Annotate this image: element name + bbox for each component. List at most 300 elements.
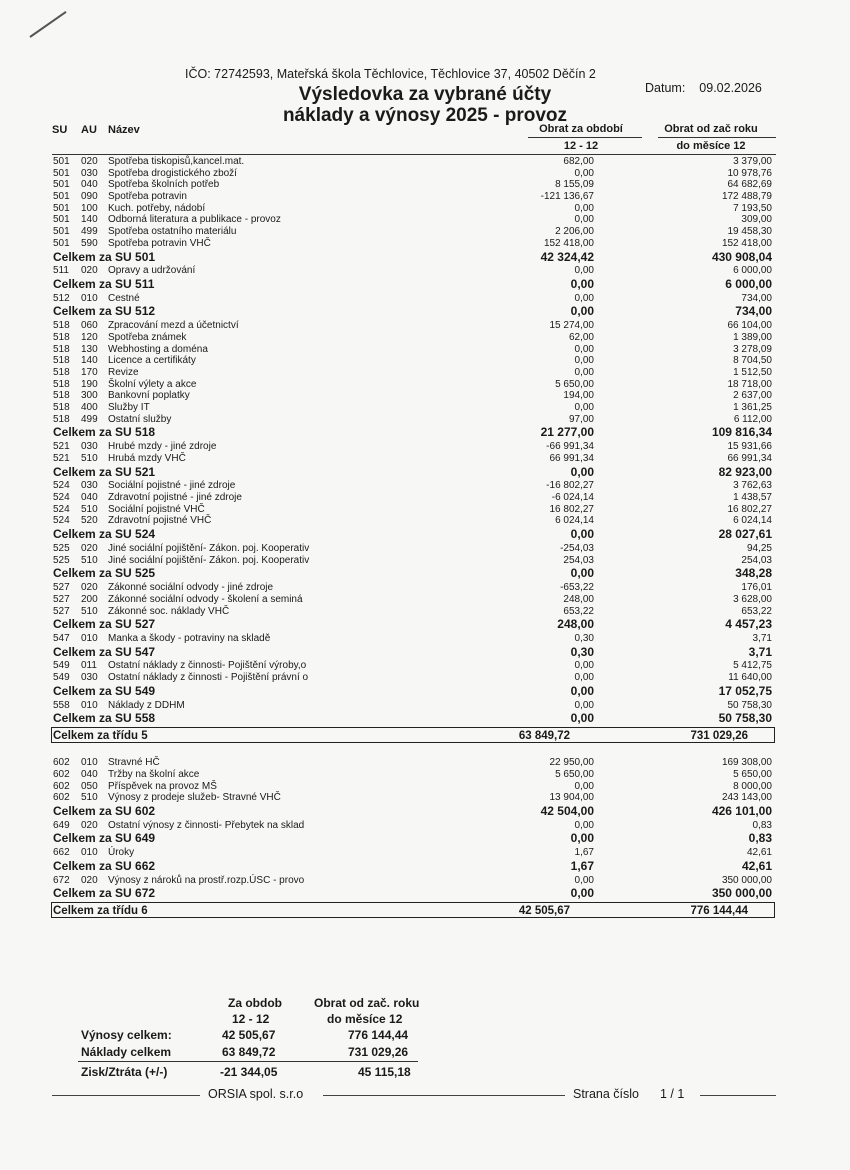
cost-total-label: Náklady celkem: [81, 1045, 172, 1059]
table-row: [0, 820, 850, 832]
ytd-value-cell: 50 758,30: [727, 699, 772, 711]
account-au-cell: 510: [81, 452, 98, 464]
account-au-cell: 200: [81, 593, 98, 605]
period-value-cell: 5 650,00: [555, 378, 594, 390]
account-su-cell: 521: [53, 452, 70, 464]
account-name-cell: Jiné sociální pojištění- Zákon. poj. Kooperativ: [108, 542, 310, 554]
account-su-cell: 511: [53, 265, 69, 277]
footer-rule: [323, 1095, 565, 1096]
period-value-cell: 6 024,14: [555, 515, 594, 527]
period-value-cell: 254,03: [563, 554, 594, 566]
account-name-cell: Spotřeba školních potřeb: [108, 179, 220, 191]
ytd-value-cell: 3 628,00: [733, 593, 772, 605]
total-label-cell: Celkem za třídu 5: [53, 730, 148, 743]
account-su-cell: 527: [53, 605, 70, 617]
total-label-cell: Celkem za SU 511: [53, 276, 155, 291]
account-name-cell: Spotřeba drogistického zboží: [108, 167, 237, 179]
period-value-cell: 194,00: [563, 390, 594, 402]
ytd-value-cell: 1 438,57: [733, 492, 772, 504]
account-name-cell: Náklady z DDHM: [108, 699, 185, 711]
table-row: [0, 453, 850, 465]
table-row: [0, 203, 850, 215]
ytd-value-cell: 64 682,69: [727, 179, 772, 191]
ytd-value-cell: 6 112,00: [733, 413, 772, 425]
account-au-cell: 020: [81, 265, 98, 277]
period-value-cell: -653,22: [560, 582, 594, 594]
account-su-cell: 547: [53, 633, 70, 644]
account-name-cell: Zákonné sociální odvody - jiné zdroje: [108, 582, 274, 594]
account-name-cell: Ostatní výnosy z činnosti- Přebytek na sklad: [108, 819, 305, 831]
period-value-cell: 0,00: [574, 292, 594, 304]
period-value-cell: 152 418,00: [543, 237, 594, 249]
period-value-cell: 42 505,67: [518, 905, 570, 918]
period-value-cell: 66 991,34: [549, 452, 594, 464]
ytd-value-cell: 7 193,50: [733, 202, 772, 214]
subtotal-row: [0, 886, 850, 902]
period-value-cell: 248,00: [563, 593, 594, 605]
table-row: [0, 660, 850, 672]
account-au-cell: 130: [81, 343, 98, 355]
table-top-rule: [52, 154, 776, 155]
account-su-cell: 524: [53, 515, 70, 527]
period-value-cell: 0,00: [570, 527, 594, 542]
account-su-cell: 525: [53, 542, 70, 554]
ytd-value-cell: 0,83: [748, 831, 772, 846]
ytd-value-cell: 17 052,75: [718, 683, 772, 698]
account-su-cell: 518: [53, 402, 70, 414]
column-header-name: Název: [108, 124, 140, 136]
subtotal-row: [0, 425, 850, 441]
table-row: [0, 344, 850, 356]
account-su-cell: 512: [53, 292, 70, 304]
total-label-cell: Celkem za SU 524: [53, 527, 156, 542]
account-name-cell: Školní výlety a akce: [108, 378, 197, 390]
account-su-cell: 518: [53, 343, 70, 355]
subtotal-row: [0, 684, 850, 700]
summary-rule: [78, 1061, 418, 1062]
account-su-cell: 549: [53, 672, 70, 684]
ytd-value-cell: 653,22: [741, 605, 772, 617]
account-au-cell: 060: [81, 320, 98, 332]
period-value-cell: -66 991,34: [546, 441, 594, 453]
date-label: Datum:: [645, 81, 686, 95]
ytd-value-cell: 169 308,00: [721, 757, 772, 769]
account-su-cell: 602: [53, 780, 70, 792]
pen-mark: [29, 11, 66, 38]
table-row: [0, 515, 850, 527]
ytd-value-cell: 2 637,00: [733, 390, 772, 402]
period-value-cell: 2 206,00: [555, 226, 594, 238]
account-au-cell: 040: [81, 492, 98, 504]
total-label-cell: Celkem za SU 521: [53, 464, 156, 479]
ytd-value-cell: 350 000,00: [721, 874, 772, 886]
period-value-cell: 0,00: [574, 214, 594, 226]
table-row: [0, 769, 850, 781]
table-row: [0, 543, 850, 555]
period-value-cell: 63 849,72: [518, 730, 570, 743]
table-row: [0, 226, 850, 238]
total-label-cell: Celkem za SU 512: [53, 304, 156, 319]
account-au-cell: 120: [81, 331, 98, 343]
subtotal-row: [0, 617, 850, 633]
ytd-value-cell: 3 278,09: [733, 343, 772, 355]
ytd-value-cell: 350 000,00: [711, 886, 772, 901]
ytd-value-cell: 734,00: [741, 292, 772, 304]
class-total-row: [51, 902, 775, 918]
ytd-value-cell: 176,01: [741, 582, 772, 594]
account-su-cell: 501: [53, 191, 70, 203]
ytd-value-cell: 152 418,00: [721, 237, 772, 249]
account-au-cell: 010: [81, 699, 98, 711]
account-su-cell: 527: [53, 582, 70, 594]
period-value-cell: 42 504,00: [540, 803, 594, 818]
account-su-cell: 521: [53, 441, 70, 453]
account-au-cell: 030: [81, 167, 98, 179]
summary-header-period: Za obdob: [228, 996, 282, 1010]
account-name-cell: Zpracování mezd a účetnictví: [108, 320, 239, 332]
account-su-cell: 602: [53, 757, 70, 769]
table-row: [0, 594, 850, 606]
account-au-cell: 140: [81, 355, 98, 367]
period-value-cell: 0,00: [574, 660, 594, 672]
table-row: [0, 875, 850, 887]
total-label-cell: Celkem za SU 549: [53, 683, 156, 698]
ytd-value-cell: 19 458,30: [727, 226, 772, 238]
period-value-cell: 0,00: [574, 819, 594, 831]
account-name-cell: Stravné HČ: [108, 757, 160, 769]
period-value-cell: 0,00: [574, 402, 594, 414]
account-su-cell: 524: [53, 492, 70, 504]
ytd-value-cell: 5 650,00: [733, 768, 772, 780]
period-value-cell: -121 136,67: [540, 191, 594, 203]
account-su-cell: 525: [53, 554, 70, 566]
account-au-cell: 590: [81, 237, 98, 249]
account-name-cell: Kuch. potřeby, nádobí: [108, 202, 206, 214]
profit-loss-label: Zisk/Ztráta (+/-): [81, 1065, 168, 1079]
period-value-cell: 0,00: [570, 711, 594, 726]
period-value-cell: 0,30: [570, 644, 594, 659]
ytd-value-cell: 15 931,66: [727, 441, 772, 453]
total-label-cell: Celkem za SU 547: [53, 644, 156, 659]
period-value-cell: 1,67: [570, 858, 594, 873]
subtotal-row: [0, 465, 850, 481]
ytd-value-cell: 776 144,44: [690, 905, 748, 918]
ytd-value-cell: 254,03: [741, 554, 772, 566]
date-value: 09.02.2026: [699, 81, 762, 95]
ytd-value-cell: 6 000,00: [733, 265, 772, 277]
period-value-cell: 5 650,00: [555, 768, 594, 780]
ytd-value-cell: 66 104,00: [727, 320, 772, 332]
account-au-cell: 510: [81, 503, 98, 515]
subtotal-row: [0, 277, 850, 293]
period-value-cell: 0,00: [570, 566, 594, 581]
table-row: [0, 414, 850, 426]
period-value-cell: 0,00: [570, 464, 594, 479]
table-row: [0, 441, 850, 453]
ytd-value-cell: 426 101,00: [711, 803, 772, 818]
table-row: [0, 555, 850, 567]
footer-page-number: 1 / 1: [660, 1087, 685, 1101]
period-value-cell: 0,00: [574, 780, 594, 792]
ytd-value-cell: 430 908,04: [711, 249, 772, 264]
table-row: [0, 179, 850, 191]
header-divider: [658, 137, 776, 138]
ytd-value-cell: 50 758,30: [718, 711, 772, 726]
ytd-value-cell: 3 379,00: [733, 156, 772, 167]
ytd-value-cell: 82 923,00: [718, 464, 772, 479]
account-au-cell: 510: [81, 605, 98, 617]
ytd-value-cell: 4 457,23: [725, 617, 772, 632]
account-au-cell: 300: [81, 390, 98, 402]
account-au-cell: 011: [81, 660, 97, 672]
account-name-cell: Zákonné soc. náklady VHČ: [108, 605, 230, 617]
subtotal-row: [0, 250, 850, 266]
account-name-cell: Sociální pojistné VHČ: [108, 503, 205, 515]
period-value-cell: 0,00: [574, 672, 594, 684]
period-value-cell: 15 274,00: [549, 320, 594, 332]
subtotal-row: [0, 859, 850, 875]
account-su-cell: 501: [53, 202, 70, 214]
table-row: [0, 390, 850, 402]
account-au-cell: 020: [81, 156, 98, 167]
ytd-value-cell: 5 412,75: [733, 660, 772, 672]
account-au-cell: 020: [81, 819, 98, 831]
ytd-value-cell: 8 704,50: [733, 355, 772, 367]
account-su-cell: 662: [53, 847, 70, 859]
account-name-cell: Spotřeba potravin VHČ: [108, 237, 211, 249]
account-su-cell: 501: [53, 167, 70, 179]
period-value-cell: 0,00: [570, 886, 594, 901]
account-au-cell: 030: [81, 672, 98, 684]
ytd-value-cell: 18 718,00: [727, 378, 772, 390]
report-title: Výsledovka za vybrané účty: [298, 84, 552, 105]
period-value-cell: 97,00: [568, 413, 594, 425]
period-value-cell: 0,00: [574, 202, 594, 214]
table-row: [0, 367, 850, 379]
account-su-cell: 527: [53, 593, 70, 605]
account-name-cell: Jiné sociální pojištění- Zákon. poj. Kooperativ: [108, 554, 310, 566]
account-au-cell: 010: [81, 757, 98, 769]
account-su-cell: 501: [53, 226, 70, 238]
subtotal-row: [0, 804, 850, 820]
column-header-su: SU: [52, 124, 68, 136]
account-au-cell: 170: [81, 367, 98, 379]
table-row: [0, 402, 850, 414]
account-su-cell: 518: [53, 390, 70, 402]
column-header-ytd: Obrat od zač roku: [664, 123, 758, 135]
period-value-cell: -254,03: [560, 542, 594, 554]
table-row: [0, 156, 850, 168]
ytd-value-cell: 42,61: [741, 858, 772, 873]
ytd-value-cell: 0,83: [752, 819, 772, 831]
ytd-value-cell: 243 143,00: [721, 792, 772, 804]
table-row: [0, 672, 850, 684]
revenue-total-ytd: 776 144,44: [348, 1028, 409, 1042]
cost-total-ytd: 731 029,26: [348, 1045, 409, 1059]
header-divider: [528, 137, 642, 138]
total-label-cell: Celkem za SU 527: [53, 617, 156, 632]
revenue-total-period: 42 505,67: [222, 1028, 276, 1042]
ytd-value-cell: 94,25: [746, 542, 772, 554]
account-name-cell: Zákonné sociální odvody - školení a seminá: [108, 593, 303, 605]
period-value-cell: 0,00: [574, 355, 594, 367]
column-header-ytd-range: do měsíce 12: [676, 140, 746, 152]
footer-rule: [52, 1095, 200, 1096]
ytd-value-cell: 11 640,00: [728, 672, 772, 684]
period-value-cell: 0,00: [574, 699, 594, 711]
ytd-value-cell: 1 389,00: [733, 331, 772, 343]
account-su-cell: 518: [53, 320, 70, 332]
account-au-cell: 020: [81, 542, 98, 554]
period-value-cell: 0,00: [574, 167, 594, 179]
period-value-cell: 8 155,09: [555, 179, 594, 191]
account-su-cell: 518: [53, 413, 70, 425]
period-value-cell: 0,00: [570, 831, 594, 846]
ytd-value-cell: 172 488,79: [721, 191, 772, 203]
footer-rule: [700, 1095, 776, 1096]
account-su-cell: 518: [53, 367, 70, 379]
ytd-value-cell: 42,61: [746, 847, 772, 859]
account-name-cell: Úroky: [108, 847, 135, 859]
account-au-cell: 010: [81, 847, 98, 859]
account-name-cell: Bankovní poplatky: [108, 390, 190, 402]
account-name-cell: Hrubé mzdy - jiné zdroje: [108, 441, 217, 453]
account-au-cell: 400: [81, 402, 98, 414]
account-name-cell: Příspěvek na provoz MŠ: [108, 780, 217, 792]
footer-company: ORSIA spol. s.r.o: [208, 1087, 304, 1101]
period-value-cell: 248,00: [557, 617, 594, 632]
summary-header-ytd: Obrat od zač. roku: [314, 996, 420, 1010]
ytd-value-cell: 348,28: [735, 566, 772, 581]
column-header-au: AU: [81, 124, 97, 136]
period-value-cell: 21 277,00: [540, 425, 594, 440]
account-au-cell: 100: [81, 202, 98, 214]
account-name-cell: Cestné: [108, 292, 140, 304]
account-name-cell: Ostatní služby: [108, 413, 172, 425]
ytd-value-cell: 3,71: [752, 633, 772, 644]
period-value-cell: 0,00: [570, 276, 594, 291]
subtotal-row: [0, 304, 850, 320]
ytd-value-cell: 1 512,50: [733, 367, 772, 379]
ytd-value-cell: 10 978,76: [727, 167, 772, 179]
account-su-cell: 518: [53, 378, 70, 390]
account-au-cell: 190: [81, 378, 98, 390]
ytd-value-cell: 6 024,14: [733, 515, 772, 527]
period-value-cell: -6 024,14: [551, 492, 594, 504]
period-value-cell: 653,22: [563, 605, 594, 617]
total-label-cell: Celkem za SU 672: [53, 886, 156, 901]
report-subtitle: náklady a výnosy 2025 - provoz: [282, 105, 568, 126]
account-su-cell: 501: [53, 237, 70, 249]
period-value-cell: 0,00: [574, 265, 594, 277]
ytd-value-cell: 3,71: [748, 644, 772, 659]
ytd-value-cell: 66 991,34: [727, 452, 772, 464]
subtotal-row: [0, 566, 850, 582]
account-name-cell: Zdravotní pojistné - jiné zdroje: [108, 492, 242, 504]
account-au-cell: 050: [81, 780, 98, 792]
column-header-period-range: 12 - 12: [563, 140, 599, 152]
total-label-cell: Celkem za SU 518: [53, 425, 156, 440]
period-value-cell: -16 802,27: [546, 480, 594, 492]
account-su-cell: 602: [53, 792, 70, 804]
table-row: [0, 265, 850, 277]
account-name-cell: Revize: [108, 367, 139, 379]
account-au-cell: 510: [81, 554, 98, 566]
period-value-cell: 1,67: [574, 847, 594, 859]
account-name-cell: Spotřeba tiskopisů,kancel.mat.: [108, 156, 245, 167]
summary-header-ytd-range: do měsíce 12: [327, 1012, 403, 1026]
account-name-cell: Webhosting a doména: [108, 343, 208, 355]
table-row: [0, 480, 850, 492]
account-name-cell: Sociální pojistné - jiné zdroje: [108, 480, 236, 492]
table-row: [0, 633, 850, 645]
total-label-cell: Celkem za třídu 6: [53, 905, 148, 918]
account-name-cell: Opravy a udržování: [108, 265, 196, 277]
period-value-cell: 22 950,00: [549, 757, 594, 769]
table-row: [0, 379, 850, 391]
table-row: [0, 606, 850, 618]
period-value-cell: 682,00: [563, 156, 594, 167]
table-spacer: [0, 743, 850, 757]
period-value-cell: 0,00: [570, 304, 594, 319]
account-au-cell: 030: [81, 480, 98, 492]
account-name-cell: Tržby na školní akce: [108, 768, 200, 780]
total-label-cell: Celkem za SU 525: [53, 566, 156, 581]
table-row: [0, 355, 850, 367]
account-name-cell: Manka a škody - potraviny na skladě: [108, 633, 271, 644]
account-su-cell: 549: [53, 660, 70, 672]
account-name-cell: Spotřeba potravin: [108, 191, 187, 203]
account-au-cell: 140: [81, 214, 98, 226]
class-total-row: [51, 727, 775, 743]
account-au-cell: 520: [81, 515, 98, 527]
ytd-value-cell: 3 762,63: [733, 480, 772, 492]
account-name-cell: Spotřeba známek: [108, 331, 187, 343]
subtotal-row: [0, 527, 850, 543]
account-name-cell: Ostatní náklady z činnosti - Pojištění právní o: [108, 672, 309, 684]
table-row: [0, 847, 850, 859]
table-row: [0, 792, 850, 804]
account-au-cell: 090: [81, 191, 98, 203]
table-row: [0, 504, 850, 516]
ytd-value-cell: 1 361,25: [733, 402, 772, 414]
account-au-cell: 499: [81, 413, 98, 425]
period-value-cell: 16 802,27: [549, 503, 594, 515]
account-au-cell: 499: [81, 226, 98, 238]
account-su-cell: 649: [53, 819, 70, 831]
account-au-cell: 030: [81, 441, 98, 453]
ytd-value-cell: 731 029,26: [690, 730, 748, 743]
account-table: [0, 156, 850, 918]
period-value-cell: 62,00: [568, 331, 594, 343]
account-au-cell: 020: [81, 874, 98, 886]
subtotal-row: [0, 711, 850, 727]
ytd-value-cell: 28 027,61: [718, 527, 772, 542]
account-su-cell: 501: [53, 179, 70, 191]
account-su-cell: 501: [53, 156, 70, 167]
table-row: [0, 700, 850, 712]
table-row: [0, 781, 850, 793]
table-row: [0, 332, 850, 344]
account-au-cell: 010: [81, 292, 98, 304]
ytd-value-cell: 109 816,34: [711, 425, 772, 440]
account-name-cell: Spotřeba ostatního materiálu: [108, 226, 237, 238]
ytd-value-cell: 309,00: [741, 214, 772, 226]
table-row: [0, 214, 850, 226]
account-su-cell: 558: [53, 699, 70, 711]
ytd-value-cell: 6 000,00: [725, 276, 772, 291]
account-su-cell: 602: [53, 768, 70, 780]
